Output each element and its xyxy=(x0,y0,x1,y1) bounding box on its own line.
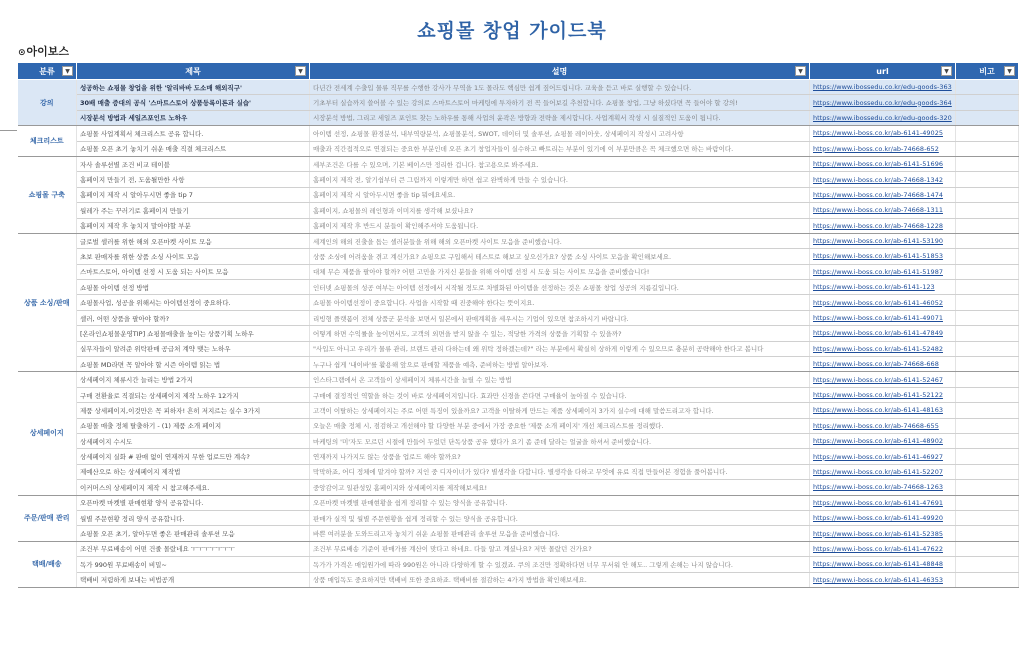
table-row xyxy=(18,126,1019,141)
desc-cell: 쇼핑몰 아이템선정이 중요합니다. 사업을 시작할 때 진중해야 한다는 뜻이지요. xyxy=(310,295,810,310)
desc-cell: 홈페이지, 쇼핑몰의 레인형과 이미지를 생각해 보셨나요? xyxy=(310,203,810,218)
table-row xyxy=(18,387,1019,402)
table-row xyxy=(18,418,1019,433)
url-link[interactable]: https://www.i-boss.co.kr/ab-6141-53190 xyxy=(810,233,956,248)
url-link[interactable]: https://www.i-boss.co.kr/ab-6141-52122 xyxy=(810,387,956,402)
url-link[interactable]: https://www.i-boss.co.kr/ab-74668-1228 xyxy=(810,218,956,233)
desc-cell: 상품 매입독도 중요하지만 택배비 또한 중요하죠. 택배비를 절감하는 4가지 방법을 확인해보세요. xyxy=(310,572,810,587)
desc-cell: 시장분석 방법, 그리고 세일즈 포인트 찾는 노하우를 통해 사업의 윤곽은 방향과 전략을 제시합니다. 사업계획서 작성 시 실질적인 도움이 됩니다. xyxy=(310,110,810,125)
desc-cell: 고객이 이탈하는 상세페이지는 주로 어떤 특징이 있을까요? 고객을 이탈하게 만드는 제품 상세페이지 3가지 실수에 대해 말씀드리고자 합니다. xyxy=(310,403,810,418)
desc-cell: 매출과 직간접적으로 연결되는 중요한 부분인데 오픈 초기 창업자들이 실수하고 빠트리는 부분이 있기에 이 부분만큼은 꼭 체크했으면 하는 바람이다. xyxy=(310,141,810,156)
header-row xyxy=(18,63,1019,80)
title-cell: 셀러, 어떤 상품을 팔아야 할까? xyxy=(77,310,310,325)
title-cell: 조건부 무료배송이 어떤 건줄 몰랐네요 ㅜㅜㅜㅜㅜㅜㅜ xyxy=(77,541,310,556)
table-row xyxy=(18,480,1019,495)
url-link[interactable]: https://www.i-boss.co.kr/ab-6141-52207 xyxy=(810,464,956,479)
title-cell: 쇼핑몰 오픈 초기, 알아두면 좋은 판매관리 솔루션 모음 xyxy=(77,526,310,541)
table-row xyxy=(18,249,1019,264)
desc-cell: 오픈마켓 마켓별 판매현황을 쉽게 정리할 수 있는 양식을 공유합니다. xyxy=(310,495,810,510)
url-link[interactable]: https://www.i-boss.co.kr/ab-74668-1263 xyxy=(810,480,956,495)
category-cell: 상품 소싱/판매 xyxy=(18,233,77,372)
title-cell: 쇼핑몰 MD라면 꼭 알아야 할 시즌 아이템 읽는 법 xyxy=(77,357,310,372)
table-row xyxy=(18,218,1019,233)
brand xyxy=(18,43,69,59)
title-cell: 쇼핑몰 아이템 선정 방법 xyxy=(77,280,310,295)
title-cell: 상세페이지 체류시간 늘리는 방법 2가지 xyxy=(77,372,310,387)
desc-cell: 연재까지 나가지도 않는 상품을 업로드 해야 할까요? xyxy=(310,449,810,464)
title-cell: 30배 매출 증대의 공식 '스마트스토어 상품등록이론과 실습' xyxy=(77,95,310,110)
note-cell xyxy=(956,480,1019,495)
table-row xyxy=(18,449,1019,464)
note-cell xyxy=(956,126,1019,141)
note-cell xyxy=(956,449,1019,464)
table-row xyxy=(18,280,1019,295)
title-cell: 홈페이지 제작 후 놓치지 말아야할 부분 xyxy=(77,218,310,233)
note-cell xyxy=(956,187,1019,202)
url-link[interactable]: https://www.i-boss.co.kr/ab-74668-1311 xyxy=(810,203,956,218)
category-cell: 체크리스트 xyxy=(18,126,77,157)
row-divider xyxy=(0,130,17,131)
title-cell: 시장분석 방법과 세일즈포인트 노하우 xyxy=(77,110,310,125)
desc-cell: 인터넷 쇼핑몰의 성공 여부는 아이템 선정에서 시작될 정도로 차별화된 아이템을 선정하는 것은 쇼핑몰 창업 성공의 지름길입니다. xyxy=(310,280,810,295)
url-link[interactable]: https://www.i-boss.co.kr/ab-6141-47849 xyxy=(810,326,956,341)
note-cell xyxy=(956,310,1019,325)
url-link[interactable]: https://www.i-boss.co.kr/ab-6141-51987 xyxy=(810,264,956,279)
note-cell xyxy=(956,264,1019,279)
desc-cell: 바쁜 여러분을 도와드리고자 놓치기 쉬운 쇼핑몰 판매관리 솔루션 모음을 준비했습니다. xyxy=(310,526,810,541)
desc-cell: "사입도 아니고 우리가 물류 관리, 브랜드 관리 다하는데 왜 위탁 정하겠는데?" 라는 부분에서 확실히 상하게 이렇게 수 있으므로 충분히 공략해야 한다고 봅니다 xyxy=(310,341,810,356)
title-cell: 독가 990원 무료배송이 비밀~ xyxy=(77,557,310,572)
desc-cell: 인스타그램에서 온 고객들이 상세페이지 체류시간을 늘릴 수 있는 방법 xyxy=(310,372,810,387)
url-link[interactable]: https://www.ibossedu.co.kr/edu-goods-320 xyxy=(810,110,956,125)
filter-dropdown-icon[interactable]: ▼ xyxy=(795,66,806,76)
desc-cell: 구매에 결정적인 역할을 하는 것이 바로 상세페이지입니다. 효과만 신경을 쓴다면 구매율이 높아질 수 있습니다. xyxy=(310,387,810,402)
note-cell xyxy=(956,218,1019,233)
desc-cell: 상품 소싱에 어려움을 겪고 계신가요? 쇼핑으로 구입해서 테스트로 해보고 싶으신가요? 상품 소싱 사이트 모음을 확인해보세요. xyxy=(310,249,810,264)
desc-cell: 판매가 실적 및 월별 주문현황을 쉽게 정리할 수 있는 양식을 공유합니다. xyxy=(310,510,810,525)
note-cell xyxy=(956,156,1019,171)
title-cell: [온라인쇼핑몰운영TIP] 쇼핑몰매출을 높이는 상품기획 노하우 xyxy=(77,326,310,341)
note-cell xyxy=(956,233,1019,248)
column-header-desc: 설명 ▼ xyxy=(310,63,810,80)
desc-cell: 중앙감이고 일관성있 홈페이지와 상세페이지를 제작해보세요! xyxy=(310,480,810,495)
title-cell: 구매 전환율로 직결되는 상세페이지 제작 노하우 12가지 xyxy=(77,387,310,402)
table-row xyxy=(18,264,1019,279)
category-cell: 쇼핑몰 구축 xyxy=(18,156,77,233)
table-row xyxy=(18,187,1019,202)
title-cell: 쇼핑몰 매출 정체 탈출하기 - (1) 제품 소개 페이지 xyxy=(77,418,310,433)
url-link[interactable]: https://www.i-boss.co.kr/ab-6141-52482 xyxy=(810,341,956,356)
url-link[interactable]: https://www.i-boss.co.kr/ab-6141-52467 xyxy=(810,372,956,387)
desc-cell: 다년간 전세계 수출입 물류 직무를 수행한 강사가 무역을 1도 몰라도 핵심만 쉽게 짚어드립니다. 교육을 듣고 바로 실행할 수 있습니다. xyxy=(310,80,810,95)
desc-cell: 막막하죠, 어디 정체에 맡겨야 할까? 지인 중 디자이너가 있다? 별생각을 다합니다. 별생각을 다하고 무엇에 유료 직접 만들어본 경험을 풀어봅니다. xyxy=(310,464,810,479)
note-cell xyxy=(956,95,1019,110)
filter-dropdown-icon[interactable]: ▼ xyxy=(295,66,306,76)
guide-table xyxy=(17,62,1019,588)
table-row xyxy=(18,110,1019,125)
url-link[interactable]: https://www.i-boss.co.kr/ab-74668-668 xyxy=(810,357,956,372)
table-row xyxy=(18,433,1019,448)
desc-cell: 홈페이지 제작 후 반드시 분들이 확인해주셔야 도움됩니다. xyxy=(310,218,810,233)
brand-logo-icon: ⊙ xyxy=(18,48,26,58)
title-cell: 홈페이지 제작 시 알아두시면 좋을 tip 7 xyxy=(77,187,310,202)
table-row xyxy=(18,464,1019,479)
title-cell: 쇼핑몰사업, 성공을 위해서는 아이템선정이 중요하다. xyxy=(77,295,310,310)
url-link[interactable]: https://www.ibossedu.co.kr/edu-goods-363 xyxy=(810,80,956,95)
note-cell xyxy=(956,387,1019,402)
note-cell xyxy=(956,357,1019,372)
desc-cell: 리빙형 플랫폼이 전체 상품군 분석을 보면서 일본에서 판매계획을 세우시는 기업이 있으면 참조하시기 바랍니다. xyxy=(310,310,810,325)
note-cell xyxy=(956,464,1019,479)
url-link[interactable]: https://www.ibossedu.co.kr/edu-goods-364 xyxy=(810,95,956,110)
table-row xyxy=(18,572,1019,587)
category-cell: 택배/배송 xyxy=(18,541,77,587)
title-cell: 택배비 저렴하게 보내는 비법공개 xyxy=(77,572,310,587)
title-cell: 홈페이지 만들기 전, 도움될만한 사항 xyxy=(77,172,310,187)
note-cell xyxy=(956,141,1019,156)
table-row xyxy=(18,357,1019,372)
url-link[interactable]: https://www.i-boss.co.kr/ab-6141-46052 xyxy=(810,295,956,310)
note-cell xyxy=(956,341,1019,356)
desc-cell: 누구나 쉽게 '내이바'를 활용해 앞으로 판매할 제품을 예측, 준비하는 방법 알아보자. xyxy=(310,357,810,372)
column-header-note: 비고 ▼ xyxy=(956,63,1019,80)
note-cell xyxy=(956,372,1019,387)
note-cell xyxy=(956,80,1019,95)
note-cell xyxy=(956,510,1019,525)
brand-name: 아이보스 xyxy=(26,45,70,58)
title-cell: 제품 상세페이지,이것만은 꼭 피하자! 흔히 저지르는 실수 3가지 xyxy=(77,403,310,418)
url-link[interactable]: https://www.i-boss.co.kr/ab-6141-51696 xyxy=(810,156,956,171)
note-cell xyxy=(956,110,1019,125)
note-cell xyxy=(956,433,1019,448)
column-header-title: 제목 ▼ xyxy=(77,63,310,80)
table-row xyxy=(18,203,1019,218)
table-row xyxy=(18,372,1019,387)
note-cell xyxy=(956,326,1019,341)
note-cell xyxy=(956,557,1019,572)
note-cell xyxy=(956,572,1019,587)
desc-cell: 세부조건은 다를 수 있으며, 기본 베이스만 정리한 겁니다. 참고용으로 봐주세요. xyxy=(310,156,810,171)
table-row xyxy=(18,526,1019,541)
title-cell: 월레가 주는 꾸러기로 홈페이지 만들기 xyxy=(77,203,310,218)
table-row xyxy=(18,495,1019,510)
desc-cell: 기초부터 실습까지 쓸어볼 수 있는 강의로 스마트스토어 마케팅에 투자하기 전 꼭 들어보길 추천합니다. 쇼핑몰 창업, 그냥 하셨다면 꼭 들어야 할 강의! xyxy=(310,95,810,110)
column-header-url: url ▼ xyxy=(810,63,956,80)
category-cell: 상세페이지 xyxy=(18,372,77,495)
table-row xyxy=(18,233,1019,248)
filter-dropdown-icon[interactable]: ▼ xyxy=(62,66,73,76)
table-row xyxy=(18,541,1019,556)
url-link[interactable]: https://www.i-boss.co.kr/ab-6141-49071 xyxy=(810,310,956,325)
table-row xyxy=(18,156,1019,171)
table-row xyxy=(18,341,1019,356)
table-row xyxy=(18,141,1019,156)
note-cell xyxy=(956,203,1019,218)
table-row xyxy=(18,295,1019,310)
desc-cell: 어떻게 하면 수익률을 높이면서도, 고객의 외면을 받지 않을 수 있는, 적당한 가격의 상품을 기획할 수 있을까? xyxy=(310,326,810,341)
title-cell: 상세페이지 실화 # 판매 없이 연재까지 무한 업로드만 계속? xyxy=(77,449,310,464)
page-title: 쇼핑몰 창업 가이드북 xyxy=(417,20,607,42)
desc-cell: 마케팅의 '미'자도 모르던 시절에 만들어 두었던 단독상품 공유 했다가 요기 좀 준데 달라는 얼굴을 하셔서 준비했습니다. xyxy=(310,433,810,448)
url-link[interactable]: https://www.i-boss.co.kr/ab-6141-49025 xyxy=(810,126,956,141)
url-link[interactable]: https://www.i-boss.co.kr/ab-6141-123 xyxy=(810,280,956,295)
note-cell xyxy=(956,280,1019,295)
desc-cell: 홈페이지 제작 전, 알기쉽부터 큰 그림까지 이렇게만 하면 쉽고 완벽하게 만들 수 있습니다. xyxy=(310,172,810,187)
table-row xyxy=(18,95,1019,110)
url-link[interactable]: https://www.i-boss.co.kr/ab-74668-655 xyxy=(810,418,956,433)
url-link[interactable]: https://www.i-boss.co.kr/ab-6141-49920 xyxy=(810,510,956,525)
title-cell: 이커머스의 상세페이지 제작 시 참고해주세요. xyxy=(77,480,310,495)
desc-cell: 홈페이지 제작 시 알아두시면 좋을 tip 뭐에요세요. xyxy=(310,187,810,202)
title-cell: 성공하는 쇼핑몰 창업을 위한 '알리바바 도소매 해외직구' xyxy=(77,80,310,95)
table-row xyxy=(18,326,1019,341)
table-row xyxy=(18,80,1019,95)
column-header-category: 분류 ▼ xyxy=(18,63,77,80)
note-cell xyxy=(956,418,1019,433)
url-link[interactable]: https://www.i-boss.co.kr/ab-6141-48902 xyxy=(810,433,956,448)
title-cell: 상세페이지 수시도 xyxy=(77,433,310,448)
title-cell: 초보 판매자를 위한 상품 소싱 사이트 모음 xyxy=(77,249,310,264)
title-cell: 자사 솔루션별 조건 비교 테이블 xyxy=(77,156,310,171)
title-cell: 실무자들이 알려준 위탁판매 공급처 계약 맺는 노하우 xyxy=(77,341,310,356)
filter-dropdown-icon[interactable]: ▼ xyxy=(1004,66,1015,76)
table-row xyxy=(18,403,1019,418)
table-row xyxy=(18,557,1019,572)
note-cell xyxy=(956,403,1019,418)
url-link[interactable]: https://www.i-boss.co.kr/ab-74668-652 xyxy=(810,141,956,156)
table-row xyxy=(18,510,1019,525)
note-cell xyxy=(956,295,1019,310)
title-cell: 스마트스토어, 아이템 선정 시 도움 되는 사이트 모음 xyxy=(77,264,310,279)
url-link[interactable]: https://www.i-boss.co.kr/ab-6141-48848 xyxy=(810,557,956,572)
title-cell: 제예산으로 하는 상세페이지 제작법 xyxy=(77,464,310,479)
title-cell: 쇼핑몰 사업계획서 체크리스트 공유 합니다. xyxy=(77,126,310,141)
note-cell xyxy=(956,541,1019,556)
url-link[interactable]: https://www.i-boss.co.kr/ab-6141-52385 xyxy=(810,526,956,541)
title-cell: 월별 주문현황 정리 양식 공유합니다. xyxy=(77,510,310,525)
desc-cell: 대체 무슨 제품을 팔아야 할까? 어떤 고민을 가지신 분들을 위해 아이템 선정 시 도움 되는 사이트 모음을 준비했습니다! xyxy=(310,264,810,279)
title-cell: 오픈마켓 마켓별 판매현황 양식 공유합니다. xyxy=(77,495,310,510)
title-cell: 쇼핑몰 오픈 초기 놓치기 쉬운 매출 직결 체크리스트 xyxy=(77,141,310,156)
url-link[interactable]: https://www.i-boss.co.kr/ab-6141-46927 xyxy=(810,449,956,464)
desc-cell: 아이템 선정, 쇼핑몰 환경분석, 내부역량분석, 쇼핑몰분석, SWOT, 데이터 및 솔루션, 쇼핑몰 레이아웃, 상세페이지 작성시 고려사항 xyxy=(310,126,810,141)
url-link[interactable]: https://www.i-boss.co.kr/ab-6141-48163 xyxy=(810,403,956,418)
category-cell: 강의 xyxy=(18,80,77,126)
desc-cell: 조건부 무료배송 기준이 판매가를 계산이 맞다고 하네요. 다들 알고 계셨나요? 저만 몰랐던 건가요? xyxy=(310,541,810,556)
url-link[interactable]: https://www.i-boss.co.kr/ab-74668-1474 xyxy=(810,187,956,202)
filter-dropdown-icon[interactable]: ▼ xyxy=(941,66,952,76)
table-row xyxy=(18,172,1019,187)
desc-cell: 독가가 가격은 매입원가에 따라 990원은 아니라 다양하게 할 수 있겠죠. 쿠의 조건만 정확하다면 너무 무서워 안 해도.. 그렇게 손해는 나지 않습니다. xyxy=(310,557,810,572)
note-cell xyxy=(956,172,1019,187)
desc-cell: 오늘은 매출 정체 시, 점검하고 개선해야 할 다양한 부분 중에서 가장 중요한 '제품 소개 페이지' 개선 체크리스트를 정리했다. xyxy=(310,418,810,433)
url-link[interactable]: https://www.i-boss.co.kr/ab-6141-51853 xyxy=(810,249,956,264)
note-cell xyxy=(956,526,1019,541)
url-link[interactable]: https://www.i-boss.co.kr/ab-6141-47691 xyxy=(810,495,956,510)
note-cell xyxy=(956,495,1019,510)
url-link[interactable]: https://www.i-boss.co.kr/ab-74668-1342 xyxy=(810,172,956,187)
url-link[interactable]: https://www.i-boss.co.kr/ab-6141-47622 xyxy=(810,541,956,556)
url-link[interactable]: https://www.i-boss.co.kr/ab-6141-46353 xyxy=(810,572,956,587)
category-cell: 주문/판매 관리 xyxy=(18,495,77,541)
table-row xyxy=(18,310,1019,325)
note-cell xyxy=(956,249,1019,264)
title-cell: 글로벌 셀러를 위한 해외 오픈마켓 사이트 모음 xyxy=(77,233,310,248)
desc-cell: 세계인의 해외 진출을 돕는 셀러분들을 위해 해외 오픈마켓 사이트 모음을 준비했습니다. xyxy=(310,233,810,248)
